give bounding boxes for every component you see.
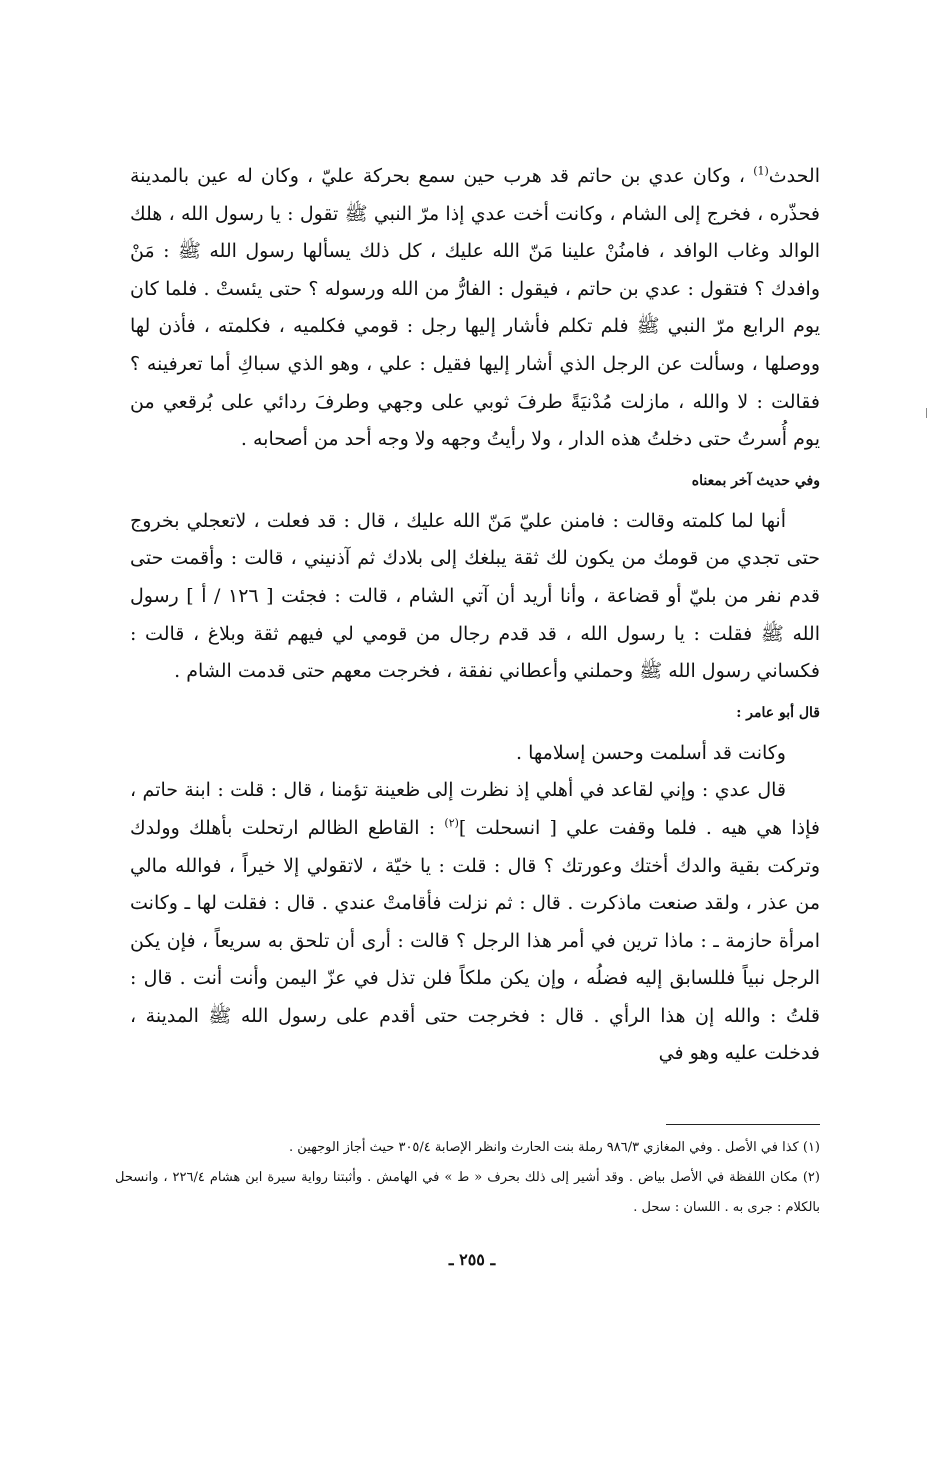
paragraph-2: أنها لما كلمته وقالت : فامنن عليّ مَنّ الله عليك ، قال : قد فعلت ، لاتعجلي بخروج حتى تجدي من قومك من يكون لك ثقة يبلغك إلى بلادك ثم آذنيني ، قالت : وأقمت حتى قدم نفر من بليّ أو قضاعة ، وأنا أريد أن آتي الشام ، قالت : فجئت [ ١٢٦ / أ ] رسول الله ﷺ فقلت : يا رسول الله ، قد قدم رجال من قومي لي فيهم ثقة وبلاغ ، قالت : فكساني رسول الله ﷺ وحملني وأعطاني نفقة ، فخرجت معهم حتى قدمت الشام . <box>130 509 821 683</box>
page-number: ـ ٢٥٥ ـ <box>448 1250 496 1269</box>
paragraph-1 <box>130 158 820 459</box>
paragraph-1-first-word: الحدث <box>768 165 820 187</box>
main-text <box>130 158 820 1073</box>
footnote-ref-1: (1) <box>753 164 769 178</box>
section-heading-2: قال أبو عامر : <box>736 704 820 721</box>
paragraph-3: وكانت قد أسلمت وحسن إسلامها . <box>516 741 786 764</box>
footnote-divider <box>666 1124 820 1125</box>
paragraph-4 <box>130 772 820 1073</box>
paragraph-1-text: ، وكان عدي بن حاتم قد هرب حين سمع بحركة عليّ ، وكان له عين بالمدينة فحذّره ، فخرج إلى الشام ، وكانت أخت عدي إذا مرّ النبي ﷺ تقول : يا رسول الله ، هلك الوالد وغاب الوافد ، فامنُنْ علينا مَنّ الله عليك ، كل ذلك يسألها رسول الله ﷺ : مَنْ وافدك ؟ فتقول : عدي بن حاتم ، فيقول : الفارُّ من الله ورسوله ؟ حتى يئستْ . فلما كان يوم الرابع مرّ النبي ﷺ فلم تكلم فأشار إليها رجل : قومي فكلميه ، فكلمته ، فأذن لها ووصلها ، وسألت عن الرجل الذي أشار إليها فقيل : علي ، وهو الذي سباكِ أما تعرفينه ؟ فقالت : لا والله ، مازلت مُدْنيَةً طرفَ ثوبي على وجهي وطرفَ ردائي على بُرقعي من يوم أُسرتُ حتى دخلتُ هذه الدار ، ولا رأيتُ وجهه ولا وجه أحد من أصحابه . <box>130 165 820 451</box>
footnote-2: (٢) مكان اللفظة في الأصل بياض . وقد أشير إلى ذلك بحرف « ط » في الهامش . وأثبتنا رواية سيرة ابن هشام ٢٢٦/٤ ، وانسحل بالكلام : جرى به . اللسان : سحل . <box>115 1170 820 1215</box>
footnote-1: (١) كذا في الأصل . وفي المغازي ٩٨٦/٣ رملة بنت الحارث وانظر الإصابة ٣٠٥/٤ حيث أجاز الوجهين . <box>289 1140 820 1155</box>
footnotes <box>115 1133 820 1223</box>
section-heading-1: وفي حديث آخر بمعناه <box>691 472 820 489</box>
paragraph-4-text-b: : القاطع الظالم ارتحلت بأهلك وولدك وتركت بقية والدك أختك وعورتك ؟ قال : قلت : يا خيّة ، لاتقولي إلا خيراً ، فوالله مالي من عذر ، ولقد صنعت ماذكرت . قال : ثم نزلت فأقامتْ عندي . قال : فقلت لها ـ وكانت امرأة حازمة ـ : ماذا ترين في أمر هذا الرجل ؟ قالت : أرى أن تلحق به سريعاً ، فإن يكن الرجل نبياً فللسابق إليه فضلُه ، وإن يكن ملكاً فلن تذل في عزّ اليمن وأنت أنت . قال : قلتُ : والله إن هذا الرأي . قال : فخرجت حتى أقدم على رسول الله ﷺ المدينة ، فدخلت عليه وهو في <box>130 816 820 1065</box>
footnote-ref-2: (٢) <box>444 816 459 830</box>
margin-mark <box>926 408 927 418</box>
paragraph-4-text-a: قال عدي : وإني لقاعد في أهلي إذ نظرت إلى ظعينة تؤمنا ، قال : قلت : ابنة حاتم ، فإذا هي هيه . فلما وقفت علي [ انسحلت ] <box>130 779 820 839</box>
